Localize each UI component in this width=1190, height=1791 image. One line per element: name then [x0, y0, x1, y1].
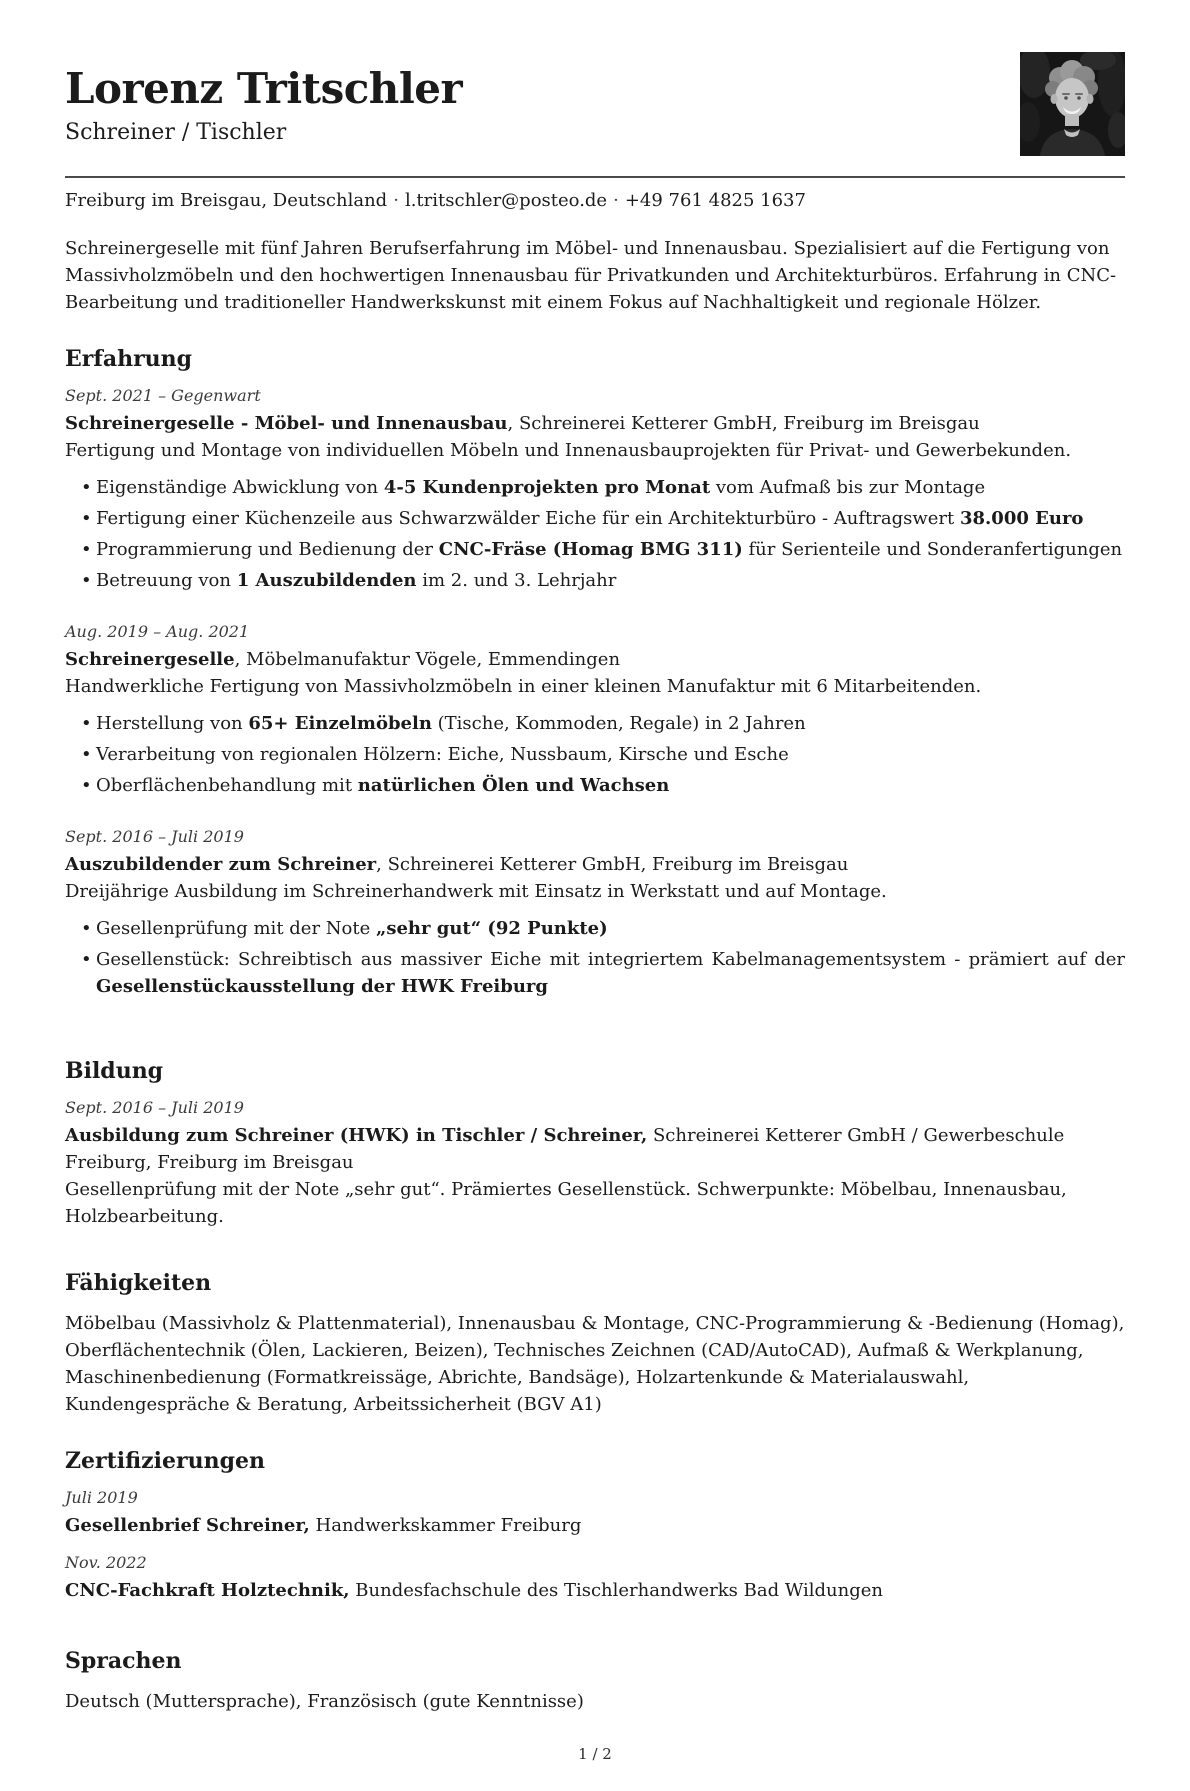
- contact-email: l.tritschler@posteo.de: [404, 190, 608, 211]
- section-heading-experience: Erfahrung: [65, 346, 193, 372]
- job-bullet-list: [65, 710, 1125, 799]
- education-degree: Ausbildung zum Schreiner (HWK) in Tischler / Schreiner, Schreinerei Ketterer GmbH / Gewerbeschule Freiburg, Freiburg im Breisgau: [65, 1125, 1065, 1173]
- certification-entry: [65, 1553, 1125, 1604]
- contact-location: Freiburg im Breisgau, Deutschland: [65, 190, 388, 211]
- certification-title: CNC-Fachkraft Holztechnik, Bundesfachschule des Tischlerhandwerks Bad Wildungen: [65, 1580, 883, 1601]
- job-role: Schreinergeselle, Möbelmanufaktur Vögele, Emmendingen: [65, 649, 621, 670]
- job-role: Schreinergeselle - Möbel- und Innenausbau, Schreinerei Ketterer GmbH, Freiburg im Breisgau: [65, 413, 980, 434]
- experience-entry: [65, 386, 1125, 598]
- education-entry: [65, 1098, 1125, 1230]
- job-bullet: • Gesellenprüfung mit der Note „sehr gut“ (92 Punkte): [81, 915, 1125, 942]
- job-bullet: • Verarbeitung von regionalen Hölzern: Eiche, Nussbaum, Kirsche und Esche: [81, 741, 1125, 768]
- page-number: 1 / 2: [578, 1745, 612, 1763]
- job-bullet: • Herstellung von 65+ Einzelmöbeln (Tische, Kommoden, Regale) in 2 Jahren: [81, 710, 1125, 737]
- job-description: Dreijährige Ausbildung im Schreinerhandwerk mit Einsatz in Werkstatt und auf Montage.: [65, 881, 887, 902]
- job-bullet: • Programmierung und Bedienung der CNC-Fräse (Homag BMG 311) für Serienteile und Sonderanfertigungen: [81, 536, 1125, 563]
- section-heading-certifications: Zertifizierungen: [65, 1448, 265, 1474]
- education-date: Sept. 2016 – Juli 2019: [65, 1098, 244, 1117]
- job-date: Aug. 2019 – Aug. 2021: [65, 622, 250, 641]
- header-divider: [65, 176, 1125, 178]
- section-heading-languages: Sprachen: [65, 1648, 182, 1674]
- job-date: Sept. 2021 – Gegenwart: [65, 386, 261, 405]
- job-date: Sept. 2016 – Juli 2019: [65, 827, 244, 846]
- person-job-title: Schreiner / Tischler: [65, 120, 287, 146]
- education-description: Gesellenprüfung mit der Note „sehr gut“. Prämiertes Gesellenstück. Schwerpunkte: Möbelbau, Innenausbau, Holzbearbeitung.: [65, 1179, 1067, 1227]
- job-bullet: • Betreuung von 1 Auszubildenden im 2. und 3. Lehrjahr: [81, 567, 1125, 594]
- certification-entry: [65, 1488, 1125, 1539]
- certification-date: Nov. 2022: [65, 1553, 147, 1572]
- job-bullet-list: [65, 915, 1125, 1000]
- certification-title: Gesellenbrief Schreiner, Handwerkskammer Freiburg: [65, 1515, 582, 1536]
- experience-entry: [65, 827, 1125, 1004]
- contact-separator: ·: [613, 190, 619, 211]
- contact-phone: +49 761 4825 1637: [624, 190, 806, 211]
- experience-entry: [65, 622, 1125, 803]
- job-bullet: • Oberflächenbehandlung mit natürlichen Ölen und Wachsen: [81, 772, 1125, 799]
- skills-paragraph: Möbelbau (Massivholz & Plattenmaterial), Innenausbau & Montage, CNC-Programmierung & -Bedienung (Homag), Oberflächentechnik (Ölen, Lackieren, Beizen), Technisches Zeichnen (CAD/AutoCAD), Aufmaß & Werkplanung, Maschinenbedienung (Formatkreissäge, Abrichte, Bandsäge), Holzartenkunde & Materialauswahl, Kundengespräche & Beratung, Arbeitssicherheit (BGV A1): [65, 1313, 1125, 1415]
- job-bullet: • Gesellenstück: Schreibtisch aus massiver Eiche mit integriertem Kabelmanagementsystem - prämiert auf der Gesellenstückausstellung der HWK Freiburg: [81, 946, 1125, 1000]
- contact-line: [65, 190, 1125, 211]
- section-heading-skills: Fähigkeiten: [65, 1270, 212, 1296]
- summary-paragraph: Schreinergeselle mit fünf Jahren Berufserfahrung im Möbel- und Innenausbau. Spezialisiert auf die Fertigung von Massivholzmöbeln und den hochwertigen Innenausbau für Privatkunden und Architekturbüros. Erfahrung in CNC-Bearbeitung und traditioneller Handwerkskunst mit einem Fokus auf Nachhaltigkeit und regionale Hölzer.: [65, 238, 1117, 313]
- certification-date: Juli 2019: [65, 1488, 138, 1507]
- job-role: Auszubildender zum Schreiner, Schreinerei Ketterer GmbH, Freiburg im Breisgau: [65, 854, 849, 875]
- contact-separator: ·: [393, 190, 399, 211]
- portrait-image: [1020, 52, 1125, 156]
- languages-paragraph: Deutsch (Muttersprache), Französisch (gute Kenntnisse): [65, 1691, 584, 1712]
- profile-photo: [1020, 52, 1125, 156]
- header: [65, 52, 1125, 156]
- header-text: [65, 52, 462, 145]
- job-bullet: • Eigenständige Abwicklung von 4-5 Kundenprojekten pro Monat vom Aufmaß bis zur Montage: [81, 474, 1125, 501]
- job-bullet-list: [65, 474, 1125, 594]
- job-bullet: • Fertigung einer Küchenzeile aus Schwarzwälder Eiche für ein Architekturbüro - Auftragswert 38.000 Euro: [81, 505, 1125, 532]
- job-description: Handwerkliche Fertigung von Massivholzmöbeln in einer kleinen Manufaktur mit 6 Mitarbeitenden.: [65, 676, 982, 697]
- section-heading-education: Bildung: [65, 1058, 164, 1084]
- job-description: Fertigung und Montage von individuellen Möbeln und Innenausbauprojekten für Privat- und Gewerbekunden.: [65, 440, 1072, 461]
- person-name: Lorenz Tritschler: [65, 64, 463, 113]
